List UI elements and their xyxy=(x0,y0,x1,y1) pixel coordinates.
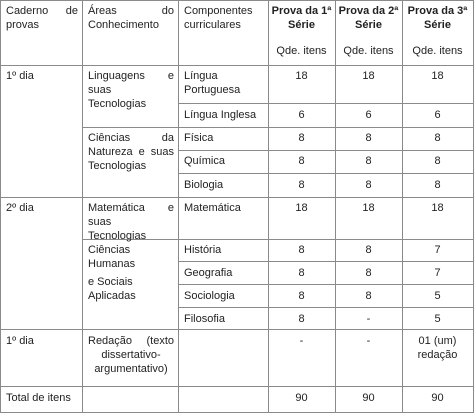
header-componentes-line2: curriculares xyxy=(184,19,241,31)
value-serie1: 8 xyxy=(298,244,305,256)
value-serie3: 7 xyxy=(434,267,441,279)
component-name-line: Língua xyxy=(184,70,218,82)
area-cell xyxy=(88,201,174,243)
header-componentes xyxy=(184,4,266,32)
component-cell xyxy=(184,131,213,145)
component-cell xyxy=(184,69,240,97)
component-name-line: Sociologia xyxy=(184,290,235,302)
value-serie2: 8 xyxy=(365,290,372,302)
header-serie3-line2: Série xyxy=(424,19,451,31)
grid-line xyxy=(178,150,473,151)
value-serie1: 8 xyxy=(298,155,305,167)
value-serie1: - xyxy=(299,335,304,347)
component-name-line: Matemática xyxy=(184,202,241,214)
component-cell xyxy=(184,201,241,215)
total-label: Total de itens xyxy=(6,392,71,404)
component-name-line: Portuguesa xyxy=(184,84,241,96)
header-caderno-provas: provas xyxy=(6,19,40,31)
area-name-line: e Sociais Aplicadas xyxy=(88,276,136,302)
value-serie3: 8 xyxy=(434,179,441,191)
area-name-line: Tecnologias xyxy=(88,98,147,110)
total-serie1: 90 xyxy=(295,392,308,404)
value-serie2: 8 xyxy=(365,179,372,191)
caderno-cell: 1º dia xyxy=(6,335,34,347)
area-name-line: Tecnologias xyxy=(88,160,147,172)
caderno-cell: 1º dia xyxy=(6,70,34,82)
caderno-cell: 2º dia xyxy=(6,202,34,214)
value-serie3: 8 xyxy=(434,132,441,144)
grid-line xyxy=(178,307,473,308)
component-cell xyxy=(184,312,225,326)
value-serie2: 8 xyxy=(365,244,372,256)
area-cell xyxy=(88,69,174,111)
area-name-line: dissertativo- xyxy=(101,349,161,361)
header-serie3-sub: Qde. itens xyxy=(412,45,463,57)
value-serie3: 6 xyxy=(434,109,441,121)
header-serie2-sub: Qde. itens xyxy=(343,45,394,57)
value-serie1: 8 xyxy=(298,132,305,144)
area-name-line: Tecnologias xyxy=(88,230,147,242)
value-serie1: 8 xyxy=(298,290,305,302)
header-serie2-line1: Prova da 2ª xyxy=(338,5,399,17)
area-name-line: Ciências Humanas xyxy=(88,244,136,270)
value-serie2: 18 xyxy=(362,70,375,82)
value-serie3-line: 01 (um) xyxy=(418,335,457,347)
value-serie3: 8 xyxy=(434,155,441,167)
grid-line xyxy=(82,127,473,128)
grid-line xyxy=(178,173,473,174)
value-serie1: 8 xyxy=(298,313,305,325)
total-serie2: 90 xyxy=(362,392,375,404)
header-serie1-line2: Série xyxy=(288,19,315,31)
value-serie1: 8 xyxy=(298,267,305,279)
value-serie2: 8 xyxy=(365,132,372,144)
value-serie3: 18 xyxy=(431,70,444,82)
value-serie2: 8 xyxy=(365,267,372,279)
value-serie3: 5 xyxy=(434,313,441,325)
value-serie3-line: redação xyxy=(417,349,458,361)
value-serie2: 6 xyxy=(365,109,372,121)
area-name-line: Ciências da xyxy=(88,132,174,144)
component-name-line: História xyxy=(184,244,222,256)
value-serie3 xyxy=(402,334,473,362)
component-cell xyxy=(184,108,256,122)
header-serie1 xyxy=(268,4,335,58)
component-cell xyxy=(184,289,235,303)
total-serie3: 90 xyxy=(431,392,444,404)
header-serie2 xyxy=(335,4,402,58)
component-cell xyxy=(184,266,232,280)
component-name-line: Química xyxy=(184,155,225,167)
component-cell xyxy=(184,243,221,257)
value-serie2: 8 xyxy=(365,155,372,167)
header-areas xyxy=(88,4,174,32)
value-serie3: 7 xyxy=(434,244,441,256)
area-cell xyxy=(88,334,174,376)
value-serie1: 8 xyxy=(298,179,305,191)
value-serie1: 18 xyxy=(295,70,308,82)
value-serie1: 18 xyxy=(295,202,308,214)
header-areas-conhecimento: Conhecimento xyxy=(88,19,159,31)
area-name-line: Linguagens e suas xyxy=(88,70,174,96)
component-cell xyxy=(184,178,223,192)
area-cell xyxy=(88,131,174,173)
header-areas-do: do xyxy=(161,5,174,17)
component-name-line: Biologia xyxy=(184,179,224,191)
header-serie1-sub: Qde. itens xyxy=(276,45,327,57)
component-name-line: Filosofia xyxy=(184,313,225,325)
grid-line xyxy=(178,261,473,262)
header-componentes-line1: Componentes xyxy=(184,5,253,17)
value-serie2: 18 xyxy=(362,202,375,214)
value-serie2: - xyxy=(366,335,371,347)
header-serie3-line1: Prova da 3ª xyxy=(407,5,468,17)
grid-line xyxy=(178,0,179,413)
grid-line xyxy=(178,284,473,285)
component-name-line: Língua Inglesa xyxy=(184,109,257,121)
header-serie3 xyxy=(402,4,473,58)
header-areas-word: Áreas xyxy=(88,5,117,17)
area-name-line: Redação (texto xyxy=(88,335,174,347)
area-name-line: Matemática e suas xyxy=(88,202,174,228)
grid-line xyxy=(178,103,473,104)
header-caderno-word: Caderno xyxy=(6,5,49,17)
value-serie3: 5 xyxy=(434,290,441,302)
area-name-line: Natureza e suas xyxy=(88,146,174,158)
header-caderno xyxy=(6,4,78,32)
component-name-line: Física xyxy=(184,132,214,144)
header-serie1-line1: Prova da 1ª xyxy=(271,5,332,17)
value-serie3: 18 xyxy=(431,202,444,214)
value-serie1: 6 xyxy=(298,109,305,121)
area-cell xyxy=(88,243,174,303)
grid-line xyxy=(82,0,83,413)
component-cell xyxy=(184,154,225,168)
value-serie2: - xyxy=(366,313,371,325)
header-serie2-line2: Série xyxy=(355,19,382,31)
area-name-line: argumentativo) xyxy=(94,363,168,375)
header-caderno-de: de xyxy=(65,5,78,17)
component-name-line: Geografia xyxy=(184,267,233,279)
grid-line xyxy=(0,0,1,413)
